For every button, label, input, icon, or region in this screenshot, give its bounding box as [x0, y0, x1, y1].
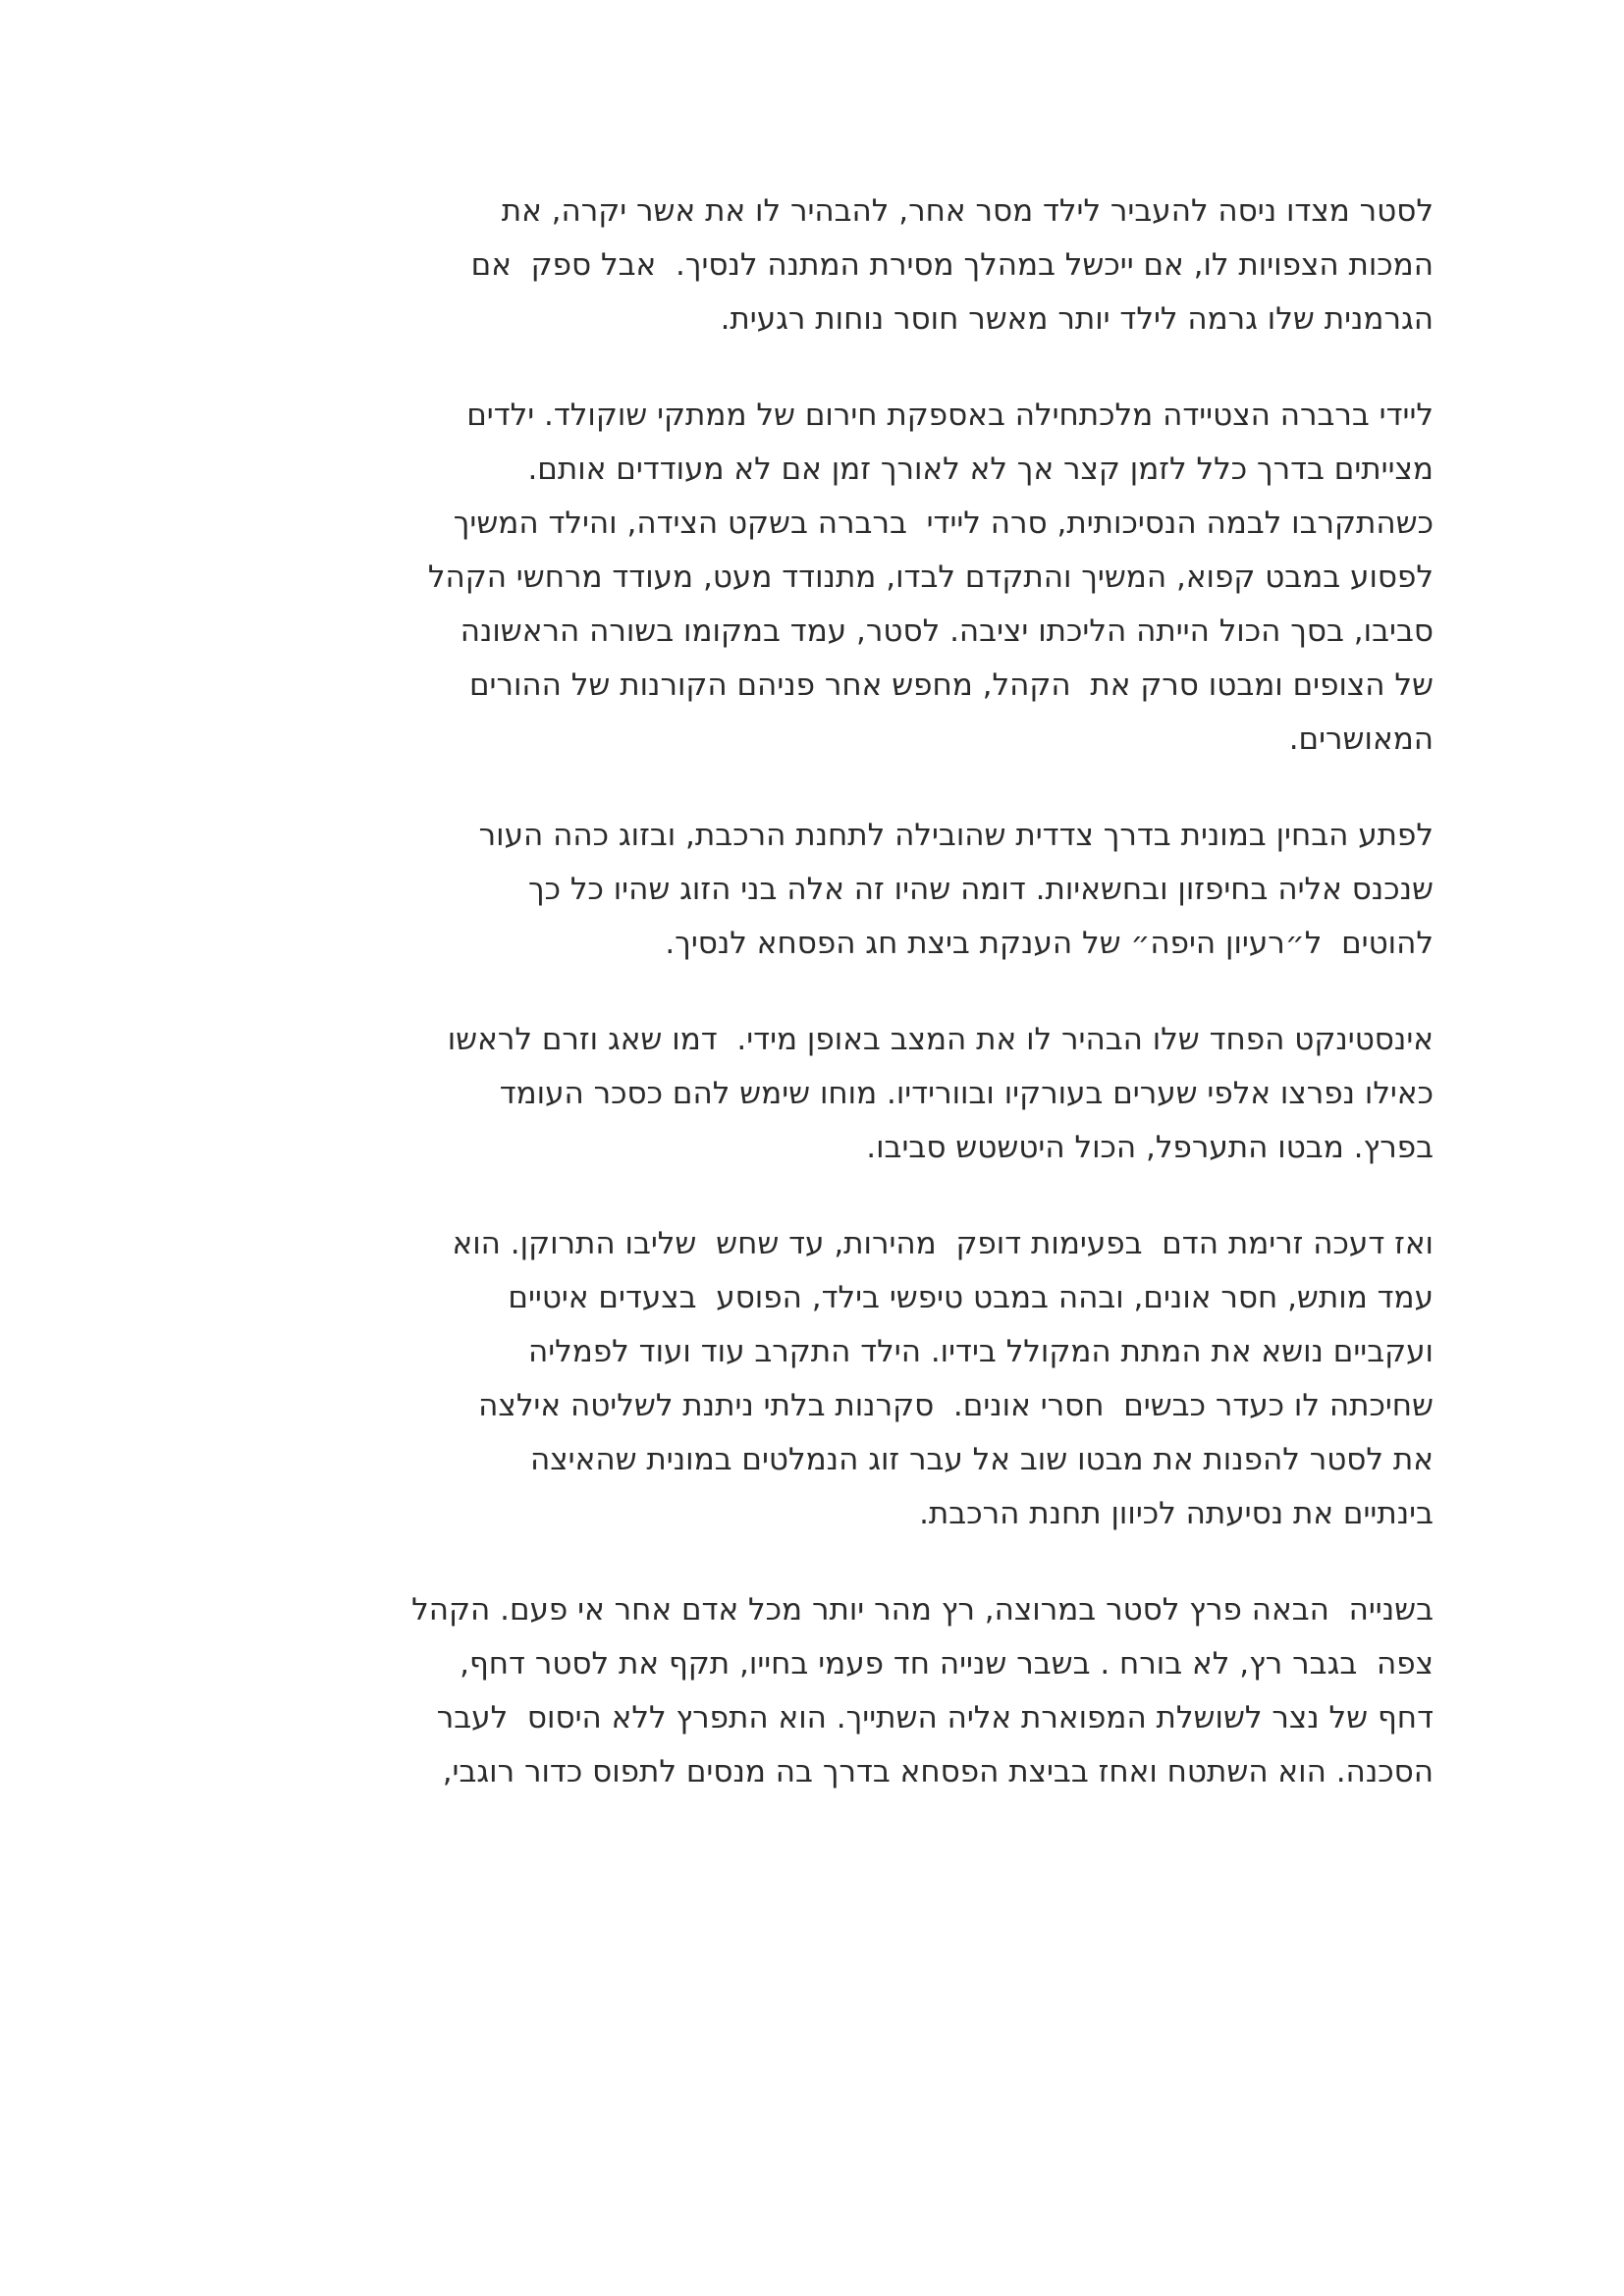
paragraph-line: של הצופים ומבטו סרק את הקהל, מחפש אחר פניהם הקורנות של ההורים [468, 667, 1434, 703]
paragraph-5 [201, 1217, 1434, 1541]
paragraph-line: אינסטינקט הפחד שלו הבהיר לו את המצב באופן מידי. דמו שאג וזרם לראשו [447, 1022, 1434, 1057]
paragraph-line: המאושרים. [1288, 721, 1434, 757]
paragraph-line: דחף של נצר לשושלת המפוארת אליה השתייך. הוא התפרץ ללא היסוס לעבר [436, 1700, 1434, 1735]
paragraph-3 [201, 809, 1434, 971]
paragraph-line: לפסוע במבט קפוא, המשיך והתקדם לבדו, מתנודד מעט, מעודד מרחשי הקהל [427, 560, 1434, 595]
paragraph-line: צפה בגבר רץ, לא בורח . בשבר שנייה חד פעמי בחייו, תקף את לסטר דחף, [460, 1646, 1434, 1682]
paragraph-line: מצייתים בדרך כלל לזמן קצר אך לא לאורך זמן אם לא מעודדים אותם. [527, 452, 1434, 487]
paragraph-line: המכות הצפויות לו, אם ייכשל במהלך מסירת המתנה לנסיך. אבל ספק אם [470, 247, 1434, 283]
document-body [201, 185, 1434, 1842]
paragraph-line: כשהתקרבו לבמה הנסיכותית, סרה ליידי ברברה בשקט הצידה, והילד המשיך [453, 506, 1434, 541]
paragraph-line: ואז דעכה זרימת הדם בפעימות דופק מהירות, עד שחש שליבו התרוקן. הוא [452, 1226, 1434, 1261]
paragraph-line: את לסטר להפנות את מבטו שוב אל עבר זוג הנמלטים במונית שהאיצה [530, 1442, 1434, 1477]
paragraph-line: סביבו, בסך הכול הייתה הליכתו יציבה. לסטר, עמד במקומו בשורה הראשונה [460, 614, 1434, 649]
paragraph-line: ליידי ברברה הצטיידה מלכתחילה באספקת חירום של ממתקי שוקולד. ילדים [466, 398, 1434, 433]
paragraph-line: להוטים ל״רעיון היפה״ של הענקת ביצת חג הפסחא לנסיך. [665, 926, 1434, 961]
paragraph-line: לפתע הבחין במונית בדרך צדדית שהובילה לתחנת הרכבת, ובזוג כהה העור [478, 818, 1434, 853]
paragraph-line: כאילו נפרצו אלפי שערים בעורקיו ובוורידיו. מוחו שימש להם כסכר העומד [499, 1076, 1434, 1111]
paragraph-line: שחיכתה לו כעדר כבשים חסרי אונים. סקרנות בלתי ניתנת לשליטה אילצה [478, 1388, 1434, 1423]
paragraph-line: לסטר מצדו ניסה להעביר לילד מסר אחר, להבהיר לו את אשר יקרה, את [501, 193, 1434, 229]
paragraph-6 [201, 1583, 1434, 1799]
paragraph-line: שנכנס אליה בחיפזון ובחשאיות. דומה שהיו זה אלה בני הזוג שהיו כל כך [527, 872, 1434, 907]
paragraph-2 [201, 389, 1434, 767]
paragraph-line: בשנייה הבאה פרץ לסטר במרוצה, רץ מהר יותר מכל אדם אחר אי פעם. הקהל [411, 1592, 1434, 1628]
paragraph-line: עמד מותש, חסר אונים, ובהה במבט טיפשי בילד, הפוסע בצעדים איטיים [508, 1280, 1434, 1315]
paragraph-4 [201, 1013, 1434, 1175]
paragraph-line: בפרץ. מבטו התערפל, הכול היטשטש סביבו. [866, 1130, 1434, 1165]
paragraph-line: בינתיים את נסיעתה לכיוון תחנת הרכבת. [919, 1496, 1434, 1531]
paragraph-line: ועקביים נושא את המתת המקולל בידיו. הילד התקרב עוד ועוד לפמליה [527, 1334, 1434, 1369]
paragraph-line: הסכנה. הוא השתטח ואחז בביצת הפסחא בדרך בה מנסים לתפוס כדור רוגבי, [442, 1754, 1434, 1789]
paragraph-1 [201, 185, 1434, 347]
paragraph-line: הגרמנית שלו גרמה לילד יותר מאשר חוסר נוחות רגעית. [720, 301, 1434, 337]
